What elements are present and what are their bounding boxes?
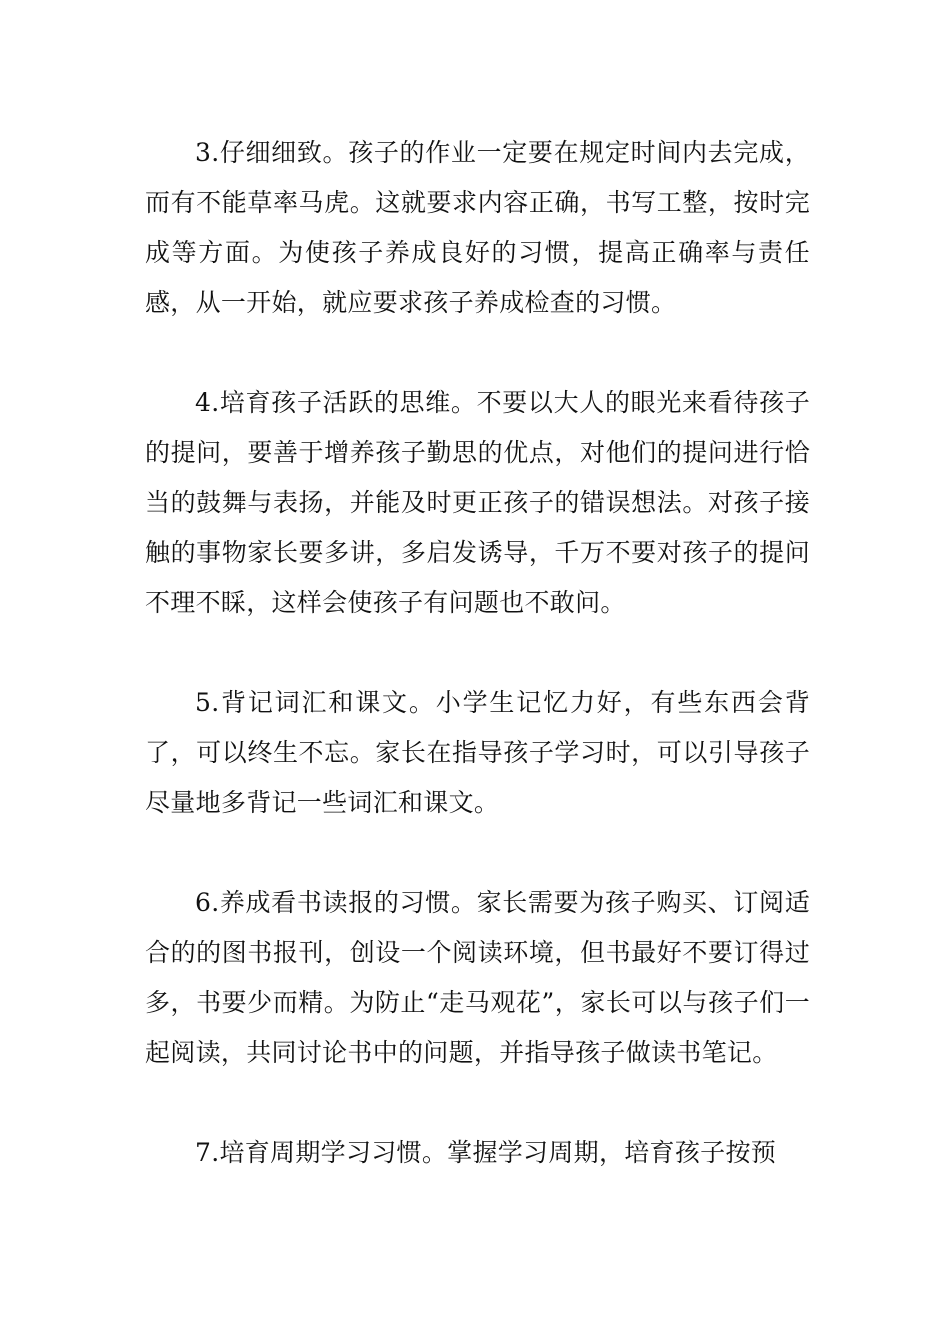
paragraph-4: 4.培育孩子活跃的思维。不要以大人的眼光来看待孩子的提问，要善于增养孩子勤思的优点，对他们的提问进行恰当的鼓舞与表扬，并能及时更正孩子的错误想法。对孩子接触的事物家长要多讲，多启发诱导，千万不要对孩子的提问不理不睬，这样会使孩子有问题也不敢问。 — [145, 388, 810, 617]
document-body — [145, 128, 810, 1228]
paragraph-7: 7.培育周期学习习惯。掌握学习周期，培育孩子按预 — [195, 1138, 777, 1167]
paragraph-6: 6.养成看书读报的习惯。家长需要为孩子购买、订阅适合的的图书报刊，创设一个阅读环境，但书最好不要订得过多，书要少而精。为防止“走马观花”，家长可以与孩子们一起阅读，共同讨论书中的问题，并指导孩子做读书笔记。 — [145, 888, 810, 1067]
paragraph-5: 5.背记词汇和课文。小学生记忆力好，有些东西会背了，可以终生不忘。家长在指导孩子学习时，可以引导孩子尽量地多背记一些词汇和课文。 — [145, 688, 810, 817]
paragraph-3: 3.仔细细致。孩子的作业一定要在规定时间内去完成，而有不能草率马虎。这就要求内容正确，书写工整，按时完成等方面。为使孩子养成良好的习惯，提高正确率与责任感，从一开始，就应要求孩子养成检查的习惯。 — [145, 138, 810, 317]
